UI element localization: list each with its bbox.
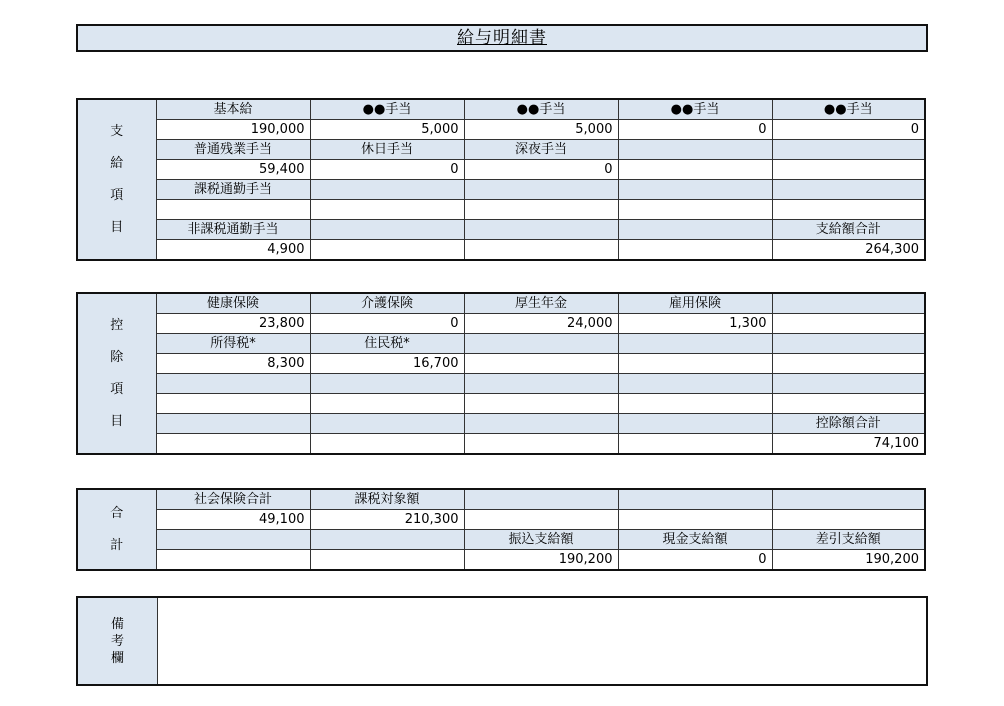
payments-row [77, 240, 925, 261]
totals-row [77, 510, 925, 530]
deductions-item-label: 所得税* [156, 334, 310, 354]
deductions-item-value[interactable] [310, 394, 464, 414]
deductions-row [77, 334, 925, 354]
payments-item-value[interactable] [156, 200, 310, 220]
payments-section [76, 98, 926, 261]
deductions-item-value[interactable]: 74,100 [772, 434, 925, 455]
deductions-item-label [618, 414, 772, 434]
totals-item-label: 振込支給額 [464, 530, 618, 550]
payments-category-char: 給 [110, 155, 124, 171]
payments-item-label: 休日手当 [310, 140, 464, 160]
deductions-row [77, 293, 925, 314]
deductions-item-label [772, 334, 925, 354]
payments-item-label [618, 180, 772, 200]
payments-item-value[interactable] [464, 200, 618, 220]
totals-item-value[interactable]: 190,200 [772, 550, 925, 571]
deductions-item-label: 介護保険 [310, 293, 464, 314]
deductions-category-char: 項 [110, 381, 124, 397]
deductions-item-value[interactable] [618, 394, 772, 414]
totals-item-label [618, 489, 772, 510]
totals-item-value[interactable] [464, 510, 618, 530]
payments-item-value[interactable] [310, 200, 464, 220]
payments-row [77, 140, 925, 160]
totals-item-value[interactable] [772, 510, 925, 530]
payments-row [77, 200, 925, 220]
payments-item-label: 支給額合計 [772, 220, 925, 240]
deductions-row [77, 414, 925, 434]
deductions-item-value[interactable] [156, 434, 310, 455]
deductions-category-char: 目 [110, 413, 124, 429]
payments-item-label [464, 220, 618, 240]
payments-item-value[interactable]: 0 [464, 160, 618, 180]
payments-item-label: ●●手当 [464, 99, 618, 120]
payments-category-char: 目 [110, 219, 124, 235]
payments-item-value[interactable]: 5,000 [464, 120, 618, 140]
deductions-item-label: 控除額合計 [772, 414, 925, 434]
remarks-category-char: 備 [110, 616, 124, 632]
deductions-item-value[interactable] [464, 354, 618, 374]
totals-item-value[interactable] [156, 550, 310, 571]
payments-item-label: ●●手当 [618, 99, 772, 120]
deductions-item-label: 健康保険 [156, 293, 310, 314]
totals-item-value[interactable]: 49,100 [156, 510, 310, 530]
payments-item-value[interactable]: 0 [618, 120, 772, 140]
payments-item-value[interactable] [772, 200, 925, 220]
deductions-item-label [464, 414, 618, 434]
deductions-item-value[interactable] [464, 394, 618, 414]
payments-item-label [772, 140, 925, 160]
deductions-item-label [156, 414, 310, 434]
payments-item-value[interactable] [464, 240, 618, 261]
deductions-item-value[interactable] [618, 354, 772, 374]
totals-item-value[interactable]: 190,200 [464, 550, 618, 571]
payments-item-value[interactable] [772, 160, 925, 180]
deductions-item-value[interactable] [618, 434, 772, 455]
deductions-item-label [464, 374, 618, 394]
totals-item-value[interactable]: 0 [618, 550, 772, 571]
remarks-category-char: 考 [110, 633, 124, 649]
payments-item-value[interactable]: 0 [772, 120, 925, 140]
payments-item-value[interactable]: 0 [310, 160, 464, 180]
deductions-item-label: 雇用保険 [618, 293, 772, 314]
deductions-item-label: 住民税* [310, 334, 464, 354]
deductions-item-label [310, 414, 464, 434]
payments-category-char: 項 [110, 187, 124, 203]
payments-row [77, 99, 925, 120]
payments-item-label [772, 180, 925, 200]
payments-item-value[interactable]: 190,000 [156, 120, 310, 140]
deductions-item-label [618, 374, 772, 394]
deductions-item-value[interactable]: 16,700 [310, 354, 464, 374]
deductions-category-char: 控 [110, 317, 124, 333]
payments-item-value[interactable]: 264,300 [772, 240, 925, 261]
totals-item-label [310, 530, 464, 550]
totals-item-label [464, 489, 618, 510]
deductions-item-value[interactable]: 23,800 [156, 314, 310, 334]
deductions-item-value[interactable]: 24,000 [464, 314, 618, 334]
deductions-item-value[interactable] [310, 434, 464, 455]
payments-item-label: ●●手当 [772, 99, 925, 120]
deductions-item-value[interactable] [772, 354, 925, 374]
payments-item-label: 普通残業手当 [156, 140, 310, 160]
payments-item-value[interactable] [310, 240, 464, 261]
deductions-section [76, 292, 926, 455]
payments-category-label [77, 99, 156, 260]
payments-item-label: 深夜手当 [464, 140, 618, 160]
payments-item-value[interactable]: 5,000 [310, 120, 464, 140]
totals-item-label [772, 489, 925, 510]
deductions-item-value[interactable] [464, 434, 618, 455]
deductions-category-label [77, 293, 156, 454]
payments-item-value[interactable] [618, 240, 772, 261]
payments-item-label [618, 220, 772, 240]
deductions-row [77, 434, 925, 455]
deductions-item-value[interactable] [772, 394, 925, 414]
payments-item-label [310, 180, 464, 200]
payments-item-value[interactable]: 59,400 [156, 160, 310, 180]
payments-item-label: 基本給 [156, 99, 310, 120]
page-title-text: 給与明細書 [457, 28, 547, 48]
totals-category-label [77, 489, 156, 570]
totals-item-value[interactable] [310, 550, 464, 571]
totals-row [77, 530, 925, 550]
deductions-item-value[interactable]: 0 [310, 314, 464, 334]
payments-row [77, 120, 925, 140]
totals-row [77, 550, 925, 571]
deductions-row [77, 374, 925, 394]
deductions-item-value[interactable]: 1,300 [618, 314, 772, 334]
payments-item-label: 課税通勤手当 [156, 180, 310, 200]
page-title [76, 24, 928, 52]
payments-item-label: ●●手当 [310, 99, 464, 120]
deductions-row [77, 354, 925, 374]
deductions-item-label [464, 334, 618, 354]
deductions-row [77, 314, 925, 334]
deductions-category-char: 除 [110, 349, 124, 365]
payments-category-char: 支 [110, 123, 124, 139]
deductions-item-value[interactable] [156, 394, 310, 414]
totals-item-label: 差引支給額 [772, 530, 925, 550]
deductions-item-label [618, 334, 772, 354]
deductions-item-value[interactable]: 8,300 [156, 354, 310, 374]
remarks-field[interactable] [158, 598, 926, 684]
payments-item-label: 非課税通勤手当 [156, 220, 310, 240]
payments-item-value[interactable] [618, 160, 772, 180]
payments-row [77, 180, 925, 200]
totals-item-value[interactable] [618, 510, 772, 530]
totals-row [77, 489, 925, 510]
totals-item-label: 現金支給額 [618, 530, 772, 550]
payments-item-label [464, 180, 618, 200]
remarks-category-char: 欄 [110, 650, 124, 666]
totals-item-value[interactable]: 210,300 [310, 510, 464, 530]
deductions-row [77, 394, 925, 414]
payments-row [77, 160, 925, 180]
deductions-item-label [310, 374, 464, 394]
payments-item-value[interactable]: 4,900 [156, 240, 310, 261]
deductions-item-label [772, 374, 925, 394]
deductions-item-label [772, 293, 925, 314]
payments-row [77, 220, 925, 240]
deductions-item-label [156, 374, 310, 394]
totals-section [76, 488, 926, 571]
totals-item-label: 課税対象額 [310, 489, 464, 510]
payments-item-label [618, 140, 772, 160]
remarks-section [76, 596, 928, 686]
totals-item-label [156, 530, 310, 550]
deductions-item-label: 厚生年金 [464, 293, 618, 314]
totals-item-label: 社会保険合計 [156, 489, 310, 510]
totals-category-char: 合 [110, 505, 124, 521]
payments-item-label [310, 220, 464, 240]
payments-item-value[interactable] [618, 200, 772, 220]
remarks-category-label [78, 598, 158, 684]
deductions-item-value[interactable] [772, 314, 925, 334]
totals-category-char: 計 [110, 537, 124, 553]
